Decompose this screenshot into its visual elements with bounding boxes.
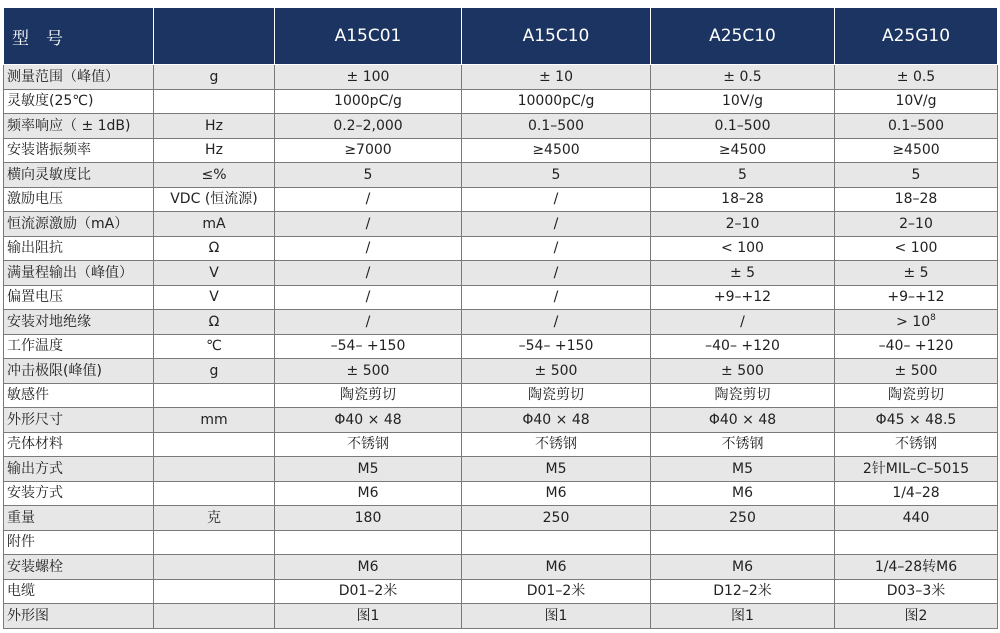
row-value-model-4: 2–10 [835, 212, 998, 237]
row-unit: Ω [154, 236, 275, 261]
row-value-model-3: M6 [651, 481, 835, 506]
row-value-model-2: M5 [462, 457, 651, 482]
table-row [4, 310, 998, 335]
row-label: 冲击极限(峰值) [4, 359, 154, 384]
row-unit: g [154, 65, 275, 90]
row-value-model-1: / [275, 261, 462, 286]
row-value-model-2: ≥4500 [462, 138, 651, 163]
row-label: 恒流源激励（mA） [4, 212, 154, 237]
row-value-model-3: 250 [651, 506, 835, 531]
header-model-label-text: 型 号 [12, 28, 63, 49]
row-value-model-4: –40– +120 [835, 334, 998, 359]
row-label: 附件 [4, 530, 154, 555]
header-unit [154, 8, 275, 65]
row-value-model-1: ± 500 [275, 359, 462, 384]
row-value-model-3: 10V/g [651, 89, 835, 114]
row-value-model-3: ± 5 [651, 261, 835, 286]
table-row [4, 89, 998, 114]
row-value-model-2: 0.1–500 [462, 114, 651, 139]
row-value-exponent: 8 [930, 312, 936, 323]
row-label: 外形图 [4, 604, 154, 629]
row-label: 频率响应（ ± 1dB) [4, 114, 154, 139]
table-row [4, 261, 998, 286]
row-label: 安装方式 [4, 481, 154, 506]
row-value-model-1: 陶瓷剪切 [275, 383, 462, 408]
row-value-model-3: M5 [651, 457, 835, 482]
row-value-model-1 [275, 530, 462, 555]
row-label: 激励电压 [4, 187, 154, 212]
table-row [4, 555, 998, 580]
row-value-model-3 [651, 530, 835, 555]
row-label: 输出方式 [4, 457, 154, 482]
row-value-model-4: D03–3米 [835, 579, 998, 604]
row-value-model-4: 2针MIL–C–5015 [835, 457, 998, 482]
row-unit [154, 604, 275, 629]
row-unit: ≤% [154, 163, 275, 188]
row-value-model-4: +9–+12 [835, 285, 998, 310]
row-value-model-2: / [462, 261, 651, 286]
row-unit [154, 481, 275, 506]
header-model-4: A25G10 [835, 8, 998, 65]
table-row [4, 604, 998, 629]
row-value-model-3: ≥4500 [651, 138, 835, 163]
row-value-model-1: 0.2–2,000 [275, 114, 462, 139]
row-value-model-4: 1/4–28 [835, 481, 998, 506]
row-value-model-4: ± 0.5 [835, 65, 998, 90]
table-row [4, 457, 998, 482]
row-unit [154, 457, 275, 482]
spec-table-body [4, 65, 998, 629]
header-model-2: A15C10 [462, 8, 651, 65]
row-value-model-1: / [275, 310, 462, 335]
row-value-model-1: 1000pC/g [275, 89, 462, 114]
row-value-model-3: Φ40 × 48 [651, 408, 835, 433]
row-unit: g [154, 359, 275, 384]
table-row [4, 334, 998, 359]
row-value-model-4: 10V/g [835, 89, 998, 114]
row-label: 偏置电压 [4, 285, 154, 310]
table-row [4, 114, 998, 139]
row-label: 灵敏度(25℃) [4, 89, 154, 114]
row-value-model-1: M5 [275, 457, 462, 482]
table-row [4, 212, 998, 237]
row-value-model-3: 2–10 [651, 212, 835, 237]
table-row [4, 383, 998, 408]
spec-table [3, 7, 998, 629]
table-row [4, 359, 998, 384]
row-value-model-2: M6 [462, 555, 651, 580]
table-row [4, 236, 998, 261]
row-value-model-3: 不锈钢 [651, 432, 835, 457]
row-value-model-4: ≥4500 [835, 138, 998, 163]
row-value-model-1: ≥7000 [275, 138, 462, 163]
row-unit: V [154, 261, 275, 286]
row-value-model-2: 10000pC/g [462, 89, 651, 114]
table-row [4, 138, 998, 163]
row-label: 工作温度 [4, 334, 154, 359]
row-value-text: > 10 [896, 313, 931, 330]
row-value-model-1: / [275, 285, 462, 310]
row-unit [154, 579, 275, 604]
row-value-model-1: 5 [275, 163, 462, 188]
row-value-model-3: 18–28 [651, 187, 835, 212]
row-label: 安装螺栓 [4, 555, 154, 580]
row-value-model-1: M6 [275, 481, 462, 506]
table-row [4, 506, 998, 531]
row-value-model-1: M6 [275, 555, 462, 580]
row-value-model-3: ± 0.5 [651, 65, 835, 90]
row-value-model-3: 0.1–500 [651, 114, 835, 139]
row-value-model-2: M6 [462, 481, 651, 506]
row-value-model-4: ± 5 [835, 261, 998, 286]
row-value-model-2: Φ40 × 48 [462, 408, 651, 433]
row-value-model-1: 图1 [275, 604, 462, 629]
row-value-model-1: 180 [275, 506, 462, 531]
row-value-model-2: / [462, 187, 651, 212]
table-row [4, 530, 998, 555]
row-label: 安装谐振频率 [4, 138, 154, 163]
row-value-model-3: M6 [651, 555, 835, 580]
row-unit: ℃ [154, 334, 275, 359]
row-unit [154, 383, 275, 408]
row-value-model-2: ± 500 [462, 359, 651, 384]
row-value-model-3: 图1 [651, 604, 835, 629]
row-value-model-4: 5 [835, 163, 998, 188]
row-value-model-4: 图2 [835, 604, 998, 629]
table-row [4, 579, 998, 604]
row-value-model-1: D01–2米 [275, 579, 462, 604]
table-row [4, 163, 998, 188]
header-model-3: A25C10 [651, 8, 835, 65]
row-value-model-3: –40– +120 [651, 334, 835, 359]
table-row [4, 481, 998, 506]
row-value-model-3: / [651, 310, 835, 335]
row-value-model-3: +9–+12 [651, 285, 835, 310]
row-unit: 克 [154, 506, 275, 531]
row-label: 重量 [4, 506, 154, 531]
row-value-model-2: ± 10 [462, 65, 651, 90]
row-label: 外形尺寸 [4, 408, 154, 433]
row-unit: mA [154, 212, 275, 237]
row-value-model-3: 5 [651, 163, 835, 188]
row-value-model-4: 不锈钢 [835, 432, 998, 457]
row-unit: Ω [154, 310, 275, 335]
row-value-model-2: –54– +150 [462, 334, 651, 359]
row-unit: Hz [154, 114, 275, 139]
table-row [4, 408, 998, 433]
row-label: 电缆 [4, 579, 154, 604]
row-unit [154, 89, 275, 114]
row-value-model-4: 440 [835, 506, 998, 531]
row-value-model-2: 陶瓷剪切 [462, 383, 651, 408]
row-value-model-4: < 100 [835, 236, 998, 261]
row-value-model-4: 1/4–28转M6 [835, 555, 998, 580]
row-value-model-2: / [462, 285, 651, 310]
row-value-model-1: / [275, 236, 462, 261]
row-value-model-1: / [275, 212, 462, 237]
row-value-model-3: 陶瓷剪切 [651, 383, 835, 408]
row-value-model-1: ± 100 [275, 65, 462, 90]
row-unit: Hz [154, 138, 275, 163]
row-label: 横向灵敏度比 [4, 163, 154, 188]
row-label: 测量范围（峰值） [4, 65, 154, 90]
row-value-model-4: 0.1–500 [835, 114, 998, 139]
row-value-model-4: 陶瓷剪切 [835, 383, 998, 408]
row-value-model-2: 5 [462, 163, 651, 188]
row-unit: V [154, 285, 275, 310]
row-value-model-4: Φ45 × 48.5 [835, 408, 998, 433]
table-row [4, 432, 998, 457]
row-value-model-4 [835, 530, 998, 555]
row-value-model-2: D01–2米 [462, 579, 651, 604]
row-unit: VDC (恒流源) [154, 187, 275, 212]
row-value-model-2: 250 [462, 506, 651, 531]
row-value-model-2 [462, 530, 651, 555]
row-value-model-1: 不锈钢 [275, 432, 462, 457]
row-value-model-4: 18–28 [835, 187, 998, 212]
row-label: 敏感件 [4, 383, 154, 408]
row-value-model-4 [835, 310, 998, 335]
row-unit [154, 530, 275, 555]
row-value-model-1: / [275, 187, 462, 212]
header-row [4, 8, 998, 65]
row-label: 满量程输出（峰值） [4, 261, 154, 286]
row-value-model-3: < 100 [651, 236, 835, 261]
table-row [4, 285, 998, 310]
row-value-model-1: Φ40 × 48 [275, 408, 462, 433]
table-row [4, 187, 998, 212]
row-label: 输出阻抗 [4, 236, 154, 261]
row-label: 安装对地绝缘 [4, 310, 154, 335]
row-unit [154, 555, 275, 580]
row-value-model-3: ± 500 [651, 359, 835, 384]
row-value-model-2: / [462, 236, 651, 261]
row-value-model-1: –54– +150 [275, 334, 462, 359]
row-value-model-2: 图1 [462, 604, 651, 629]
header-model-1: A15C01 [275, 8, 462, 65]
row-label: 壳体材料 [4, 432, 154, 457]
row-value-model-4: ± 500 [835, 359, 998, 384]
row-value-model-2: / [462, 310, 651, 335]
row-value-model-2: 不锈钢 [462, 432, 651, 457]
table-row [4, 65, 998, 90]
row-value-model-3: D12–2米 [651, 579, 835, 604]
row-value-model-2: / [462, 212, 651, 237]
header-model-label [4, 8, 154, 65]
row-unit: mm [154, 408, 275, 433]
row-unit [154, 432, 275, 457]
